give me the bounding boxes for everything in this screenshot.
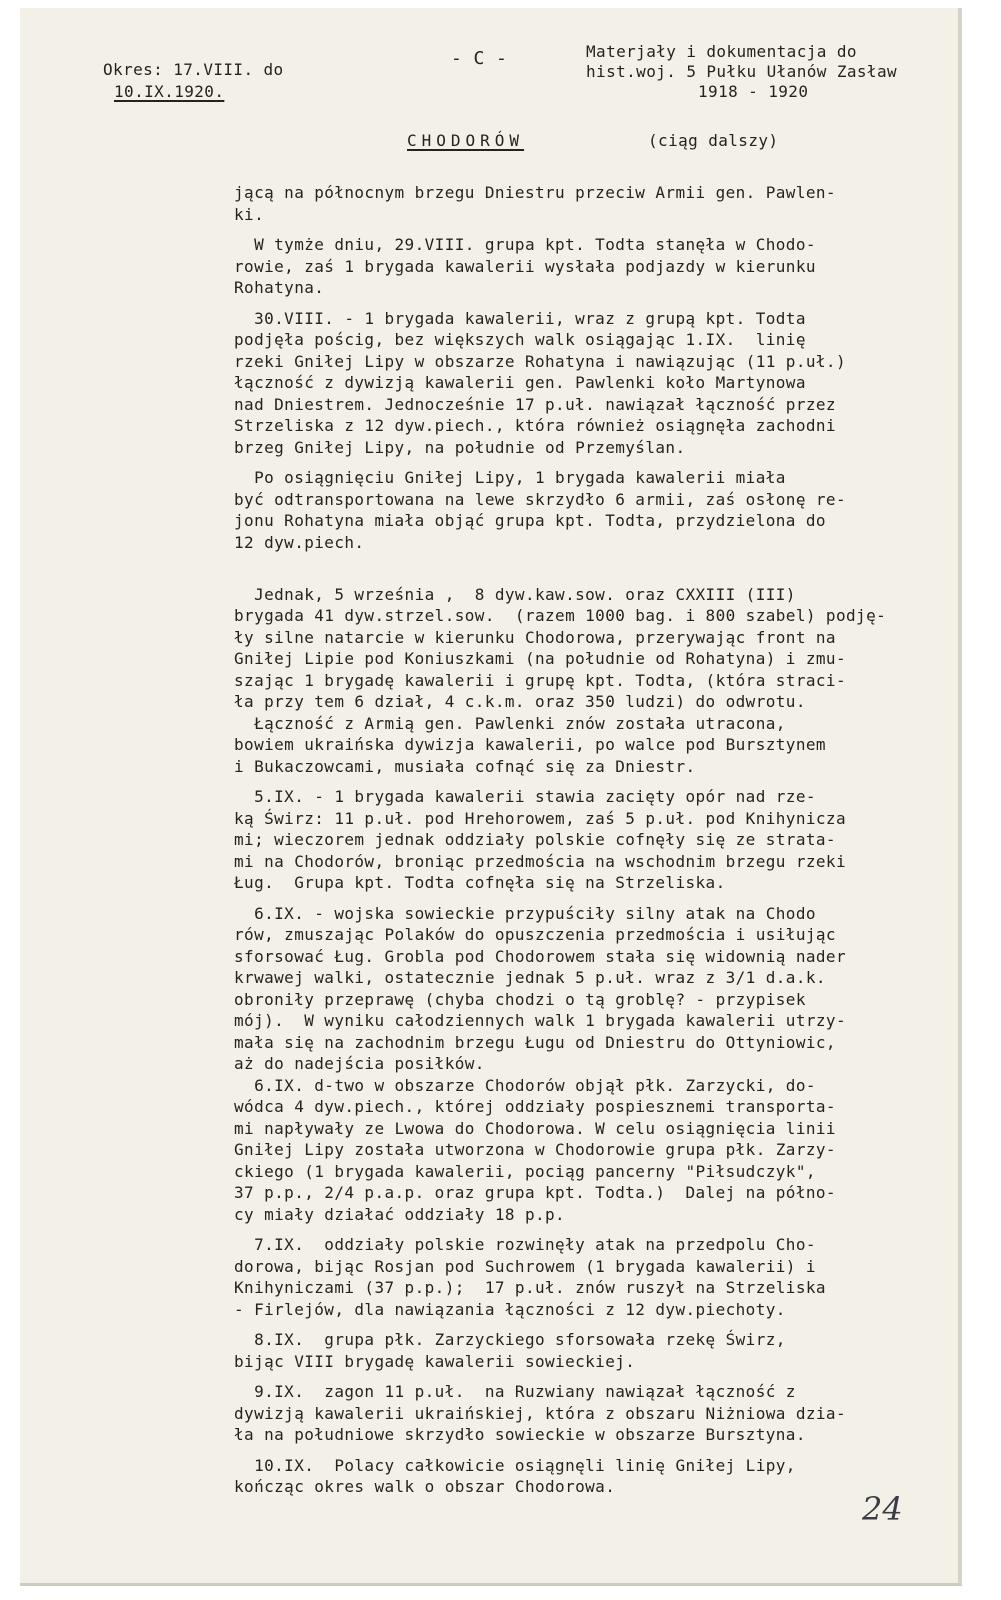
text-line: dywizją kawalerii ukraińskiej, która z obszaru Niżniowa dzia-: [234, 1403, 847, 1423]
text-line: ły silne natarcie w kierunku Chodorowa, przerywając front na: [234, 627, 836, 647]
text-line: ła na południowe skrzydło sowieckie w obszarze Bursztyna.: [234, 1425, 806, 1444]
text-line: i Bukaczowcami, musiała cofnąć się za Dniestr.: [234, 756, 696, 776]
text-line: 6.IX. - wojska sowieckie przypuściły silny atak na Chodo: [234, 903, 816, 923]
text-line: jącą na północnym brzegu Dniestru przeciw Armii gen. Pawlen-: [234, 183, 836, 202]
text-line: Knihyniczami (37 p.p.); 17 p.uł. znów ruszył na Strzeliska: [234, 1278, 826, 1297]
text-line: rzeki Gniłej Lipy w obszarze Rohatyna i nawiązując (11 p.uł.): [234, 351, 847, 371]
text-line: 9.IX. zagon 11 p.uł. na Ruzwiany nawiązał łączność z: [234, 1382, 796, 1401]
text-line: 12 dyw.piech.: [234, 532, 365, 552]
source-line-1: Materjały i dokumentacja do: [586, 42, 857, 61]
text-line: rów, zmuszając Polaków do opuszczenia przedmościa i usiłując: [234, 925, 836, 944]
text-line: - Firlejów, dla nawiązania łączności z 12 dyw.piechoty.: [234, 1299, 786, 1319]
text-line: rowie, zaś 1 brygada kawalerii wysłała podjazdy w kierunku: [234, 256, 816, 276]
text-line: podjęła pościg, bez większych walk osiągając 1.IX. linię: [234, 330, 806, 349]
text-line: szając 1 brygadę kawalerii i grupę kpt. Todta, (która straci-: [234, 670, 847, 690]
text-line: być odtransportowana na lewe skrzydło 6 armii, zaś osłonę re-: [234, 489, 847, 509]
text-line: Po osiągnięciu Gniłej Lipy, 1 brygada kawalerii miała: [234, 468, 786, 487]
paragraph: [234, 562, 974, 777]
text-line: Rohatyna.: [234, 278, 325, 297]
source-line-3: 1918 - 1920: [698, 82, 809, 101]
text-line: mi; wieczorem jednak oddziały polskie cofnęły się ze strata-: [234, 830, 836, 849]
text-line: 37 p.p., 2/4 p.a.p. oraz grupa kpt. Todta.) Dalej na półno-: [234, 1183, 836, 1202]
text-line: aż do nadejścia posiłków.: [234, 1054, 485, 1073]
text-line: [234, 562, 974, 584]
text-line: kończąc okres walk o obszar Chodorowa.: [234, 1477, 616, 1496]
paragraph: [234, 1381, 974, 1446]
page-letter: - C -: [451, 48, 508, 69]
paragraph-gap: [234, 1372, 974, 1381]
text-line: Łączność z Armią gen. Pawlenki znów została utracona,: [234, 713, 786, 733]
text-line: Gniłej Lipie pod Koniuszkami (na południe od Rohatyna) i zmu-: [234, 649, 847, 668]
text-line: bijąc VIII brygadę kawalerii sowieckiej.: [234, 1351, 636, 1371]
paragraph-gap: [234, 553, 974, 562]
paragraph: [234, 1234, 974, 1320]
text-line: Jednak, 5 września , 8 dyw.kaw.sow. oraz CXXIII (III): [234, 584, 796, 604]
body-text: [234, 182, 974, 1498]
paragraph: [234, 903, 974, 1226]
text-line: Gniłej Lipy została utworzona w Chodorowie grupa płk. Zarzy-: [234, 1140, 836, 1159]
paragraph-gap: [234, 225, 974, 234]
text-line: jonu Rohatyna miała objąć grupa kpt. Todta, przydzielona do: [234, 511, 826, 530]
text-line: mój). W wyniku całodziennych walk 1 brygada kawalerii utrzy-: [234, 1011, 847, 1030]
text-line: brygada 41 dyw.strzel.sow. (razem 1000 bag. i 800 szabel) podję-: [234, 606, 887, 625]
text-line: dorowa, bijąc Rosjan pod Suchrowem (1 brygada kawalerii) i: [234, 1256, 816, 1276]
paragraph-gap: [234, 1446, 974, 1455]
text-line: mała się na zachodnim brzegu Ługu od Dniestru do Ottyniowic,: [234, 1032, 836, 1052]
paragraph-gap: [234, 458, 974, 467]
text-line: obroniły przeprawę (chyba chodzi o tą groblę? - przypisek: [234, 989, 806, 1009]
text-line: wódca 4 dyw.piech., której oddziały pospiesznemi transporta-: [234, 1097, 836, 1116]
text-line: nad Dniestrem. Jednocześnie 17 p.uł. nawiązał łączność przez: [234, 394, 836, 414]
text-line: Strzeliska z 12 dyw.piech., która również osiągnęła zachodni: [234, 416, 836, 435]
text-line: 8.IX. grupa płk. Zarzyckiego sforsowała rzekę Świrz,: [234, 1330, 786, 1349]
text-line: mi napływały ze Lwowa do Chodorowa. W celu osiągnięcia linii: [234, 1118, 836, 1138]
section-title: CHODORÓW: [407, 131, 525, 150]
paragraph: [234, 308, 974, 459]
text-line: Ług. Grupa kpt. Todta cofnęła się na Strzeliska.: [234, 873, 726, 892]
paragraph: [234, 1329, 974, 1372]
section-subtitle: (ciąg dalszy): [648, 131, 779, 150]
document-page: [20, 8, 962, 1586]
text-line: 7.IX. oddziały polskie rozwinęły atak na przedpolu Cho-: [234, 1235, 816, 1254]
text-line: bowiem ukraińska dywizja kawalerii, po walce pod Bursztynem: [234, 735, 826, 754]
text-line: 6.IX. d-two w obszarze Chodorów objął płk. Zarzycki, do-: [234, 1075, 816, 1095]
text-line: 5.IX. - 1 brygada kawalerii stawia zacięty opór nad rze-: [234, 787, 816, 806]
period-end-date: 10.IX.1920.: [114, 82, 225, 101]
text-line: 30.VIII. - 1 brygada kawalerii, wraz z grupą kpt. Todta: [234, 308, 806, 328]
text-line: ła przy tem 6 dział, 4 c.k.m. oraz 350 ludzi) do odwrotu.: [234, 692, 806, 711]
period-label: Okres: 17.VIII. do: [103, 60, 284, 79]
text-line: sforsować Ług. Grobla pod Chodorowem stała się widownią nader: [234, 946, 847, 966]
text-line: 10.IX. Polacy całkowicie osiągnęli linię Gniłej Lipy,: [234, 1455, 796, 1475]
paragraph: [234, 786, 974, 894]
paragraph-gap: [234, 1225, 974, 1234]
paragraph-gap: [234, 777, 974, 786]
paragraph-gap: [234, 299, 974, 308]
text-line: ką Świrz: 11 p.uł. pod Hrehorowem, zaś 5 p.uł. pod Knihynicza: [234, 808, 847, 828]
text-line: krwawej walki, ostatecznie jednak 5 p.uł. wraz z 3/1 d.a.k.: [234, 968, 826, 987]
paragraph-gap: [234, 1320, 974, 1329]
text-line: ki.: [234, 204, 265, 224]
paragraph-gap: [234, 894, 974, 903]
source-line-2: hist.woj. 5 Pułku Ułanów Zasław: [586, 62, 898, 81]
text-line: W tymże dniu, 29.VIII. grupa kpt. Todta stanęła w Chodo-: [234, 235, 816, 254]
text-line: mi na Chodorów, broniąc przedmościa na wschodnim brzegu rzeki: [234, 851, 847, 871]
text-line: cy miały działać oddziały 18 p.p.: [234, 1204, 566, 1224]
text-line: ckiego (1 brygada kawalerii, pociąg pancerny "Piłsudczyk",: [234, 1161, 816, 1181]
paragraph: [234, 467, 974, 553]
text-line: brzeg Gniłej Lipy, na południe od Przemyślan.: [234, 437, 686, 457]
paragraph: [234, 234, 974, 299]
page-number: 24: [862, 1490, 903, 1528]
text-line: łączność z dywizją kawalerii gen. Pawlenki koło Martynowa: [234, 373, 806, 392]
paragraph: [234, 182, 974, 225]
